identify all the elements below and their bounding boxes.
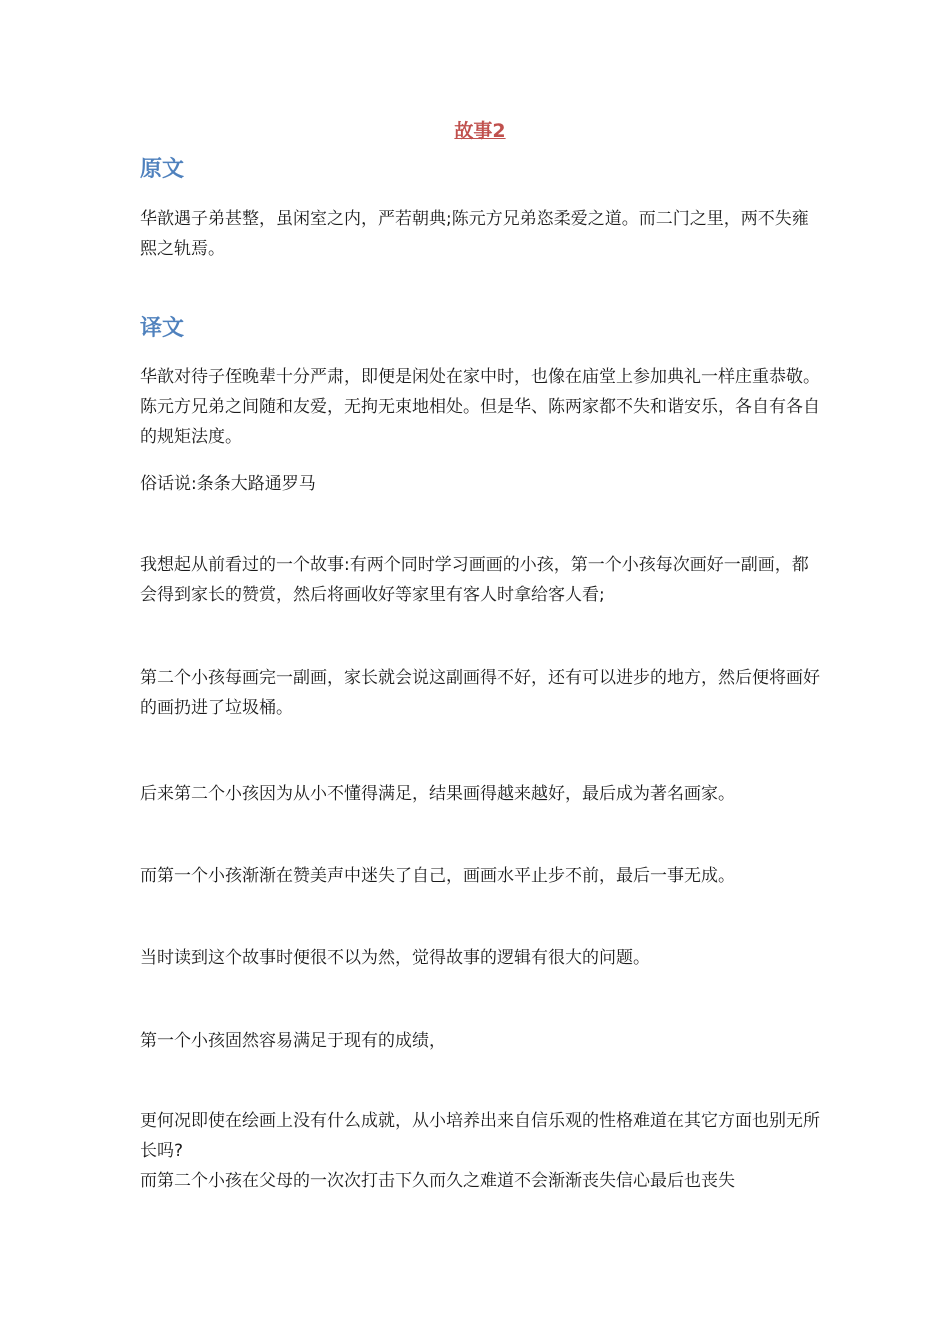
- paragraph: 我想起从前看过的一个故事:有两个同时学习画画的小孩，第一个小孩每次画好一副画，都会得到家长的赞赏，然后将画收好等家里有客人时拿给客人看;: [140, 555, 809, 605]
- paragraph: 而第二个小孩在父母的一次次打击下久而久之难道不会渐渐丧失信心最后也丧失: [140, 1171, 735, 1191]
- paragraph: 后来第二个小孩因为从小不懂得满足，结果画得越来越好，最后成为著名画家。: [140, 784, 735, 804]
- translation-text: 华歆对待子侄晚辈十分严肃，即便是闲处在家中时，也像在庙堂上参加典礼一样庄重恭敬。陈元方兄弟之间随和友爱，无拘无束地相处。但是华、陈两家都不失和谐安乐，各自有各自的规矩法度。: [140, 367, 820, 447]
- paragraph: 而第一个小孩渐渐在赞美声中迷失了自己，画画水平止步不前，最后一事无成。: [140, 866, 735, 886]
- paragraph: 当时读到这个故事时便很不以为然，觉得故事的逻辑有很大的问题。: [140, 948, 650, 968]
- paragraph: 第一个小孩固然容易满足于现有的成绩，: [140, 1031, 446, 1051]
- original-text: 华歆遇子弟甚整，虽闲室之内，严若朝典;陈元方兄弟恣柔爱之道。而二门之里，两不失雍熙之轨焉。: [140, 209, 809, 259]
- document-title: 故事2: [454, 120, 506, 142]
- paragraph: 第二个小孩每画完一副画，家长就会说这副画得不好，还有可以进步的地方，然后便将画好的画扔进了垃圾桶。: [140, 668, 820, 718]
- paragraph: 更何况即使在绘画上没有什么成就，从小培养出来自信乐观的性格难道在其它方面也别无所长吗?: [140, 1111, 820, 1161]
- original-heading: 原文: [140, 157, 185, 182]
- paragraph: 俗话说:条条大路通罗马: [140, 474, 316, 494]
- translation-heading: 译文: [140, 316, 185, 341]
